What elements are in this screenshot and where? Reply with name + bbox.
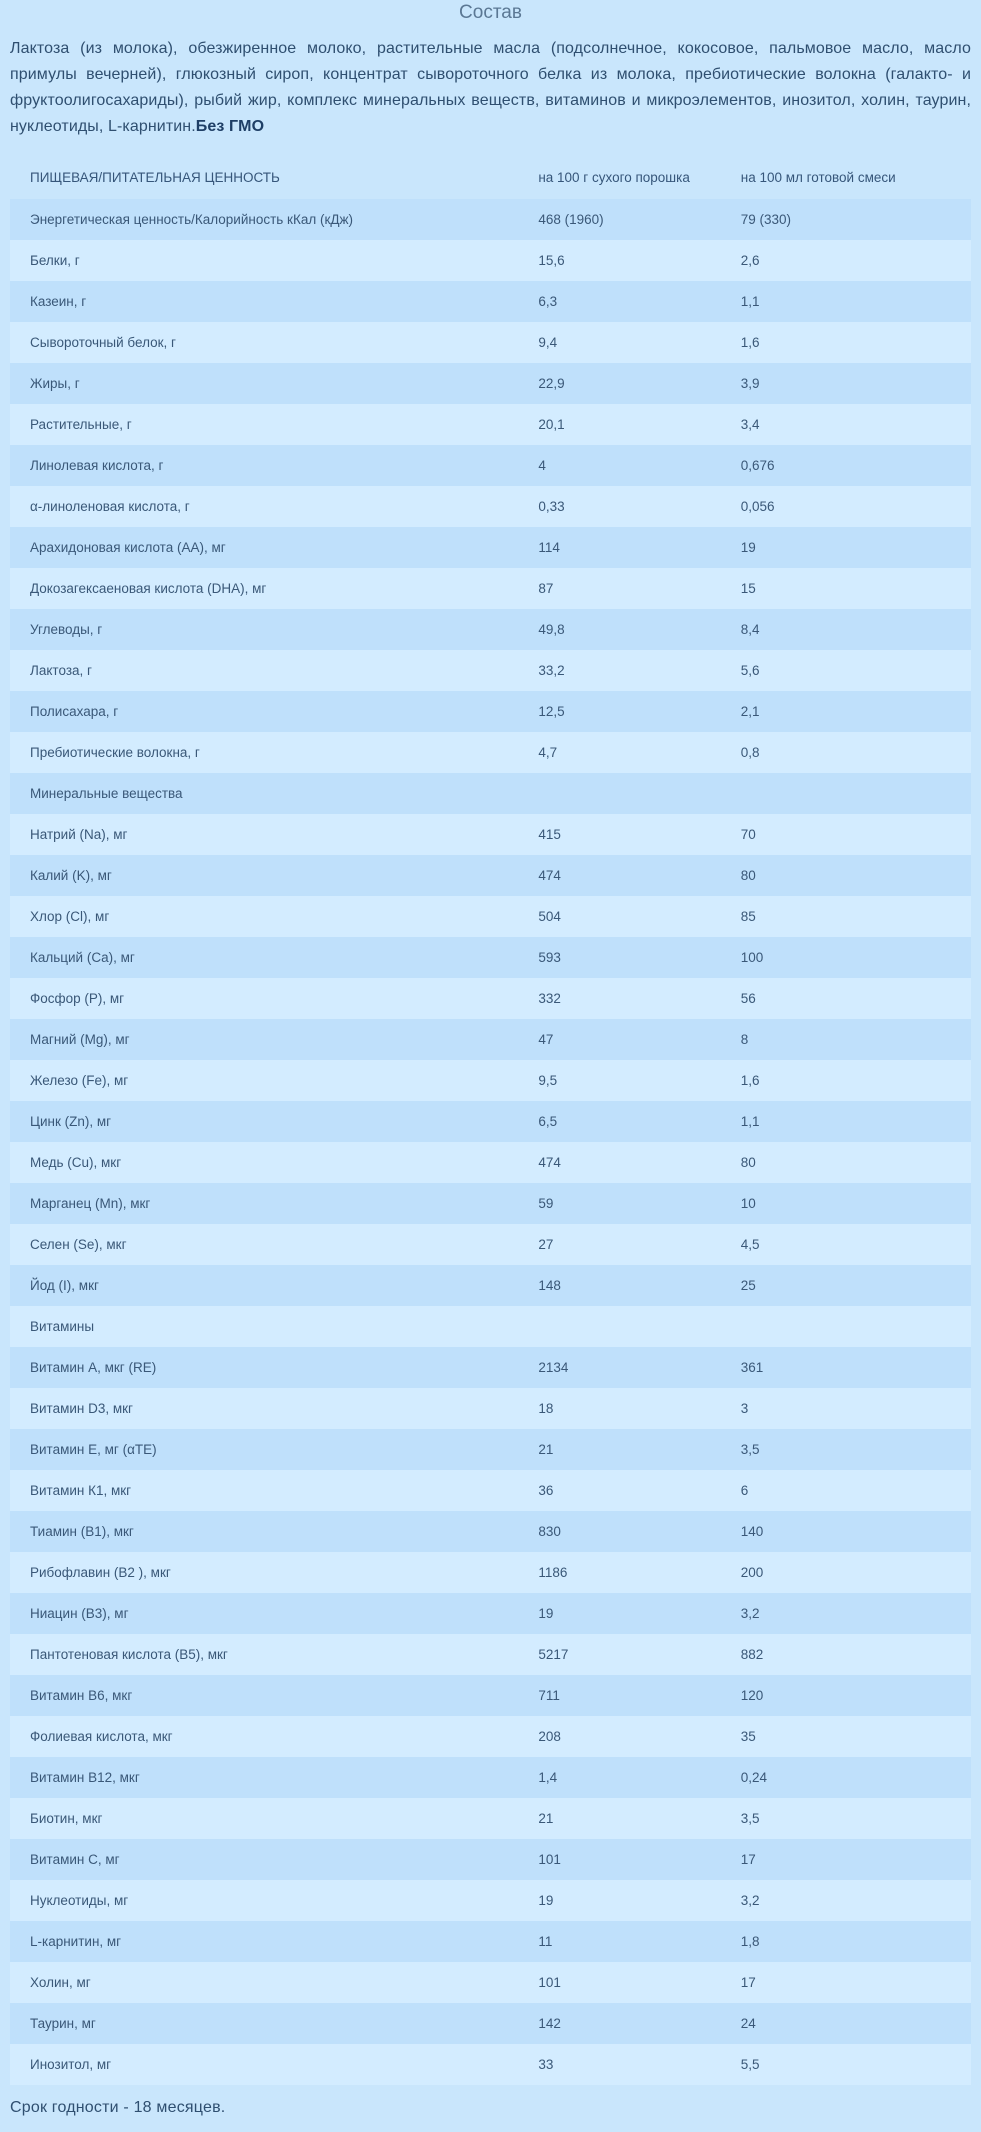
table-row: [10, 1839, 971, 1880]
cell-per-100ml-ready: 8,4: [740, 622, 760, 637]
table-row: [10, 1265, 971, 1306]
cell-per-100ml-ready: 3: [740, 1401, 749, 1416]
table-row: [10, 1675, 971, 1716]
cell-nutrient: Таурин, мг: [30, 2016, 96, 2031]
cell-nutrient: Витамин С, мг: [30, 1852, 120, 1867]
cell-per-100ml-ready: 56: [740, 991, 756, 1006]
section-title: Состав: [459, 2, 522, 23]
cell-nutrient: Фолиевая кислота, мкг: [30, 1729, 173, 1744]
cell-per-100g-powder: 1186: [538, 1565, 568, 1580]
cell-nutrient: Натрий (Na), мг: [30, 827, 128, 842]
composition-text: [10, 36, 971, 140]
cell-nutrient: Казеин, г: [30, 294, 87, 309]
cell-per-100ml-ready: 1,6: [740, 335, 760, 350]
cell-per-100g-powder: 2134: [538, 1360, 569, 1375]
cell-per-100ml-ready: 120: [740, 1688, 764, 1703]
cell-nutrient: Витамин А, мкг (RE): [30, 1360, 157, 1375]
table-row: [10, 732, 971, 773]
header-nutrient: ПИЩЕВАЯ/ПИТАТЕЛЬНАЯ ЦЕННОСТЬ: [30, 169, 280, 185]
cell-per-100ml-ready: 0,056: [740, 499, 775, 514]
cell-per-100ml-ready: 2,1: [740, 704, 760, 719]
table-row: [10, 1388, 971, 1429]
cell-per-100ml-ready: 0,24: [740, 1770, 768, 1785]
cell-nutrient: Калий (K), мг: [30, 868, 112, 883]
cell-nutrient: Витамин В6, мкг: [30, 1688, 133, 1703]
cell-per-100ml-ready: 882: [740, 1647, 764, 1662]
table-row: [10, 773, 971, 814]
cell-per-100g-powder: 504: [538, 909, 561, 924]
table-row: [10, 1511, 971, 1552]
cell-nutrient: Марганец (Mn), мкг: [30, 1196, 151, 1211]
cell-per-100g-powder: 474: [538, 868, 561, 883]
table-row: [10, 814, 971, 855]
cell-nutrient: Витамин Е, мг (αTE): [30, 1442, 157, 1457]
table-row: [10, 1593, 971, 1634]
shelf-life-text: Срок годности - 18 месяцев.: [10, 2099, 226, 2116]
table-row: [10, 1060, 971, 1101]
table-row: [10, 1962, 971, 2003]
table-row: [10, 1101, 971, 1142]
cell-nutrient: Хлор (Cl), мг: [30, 909, 110, 924]
cell-per-100g-powder: 593: [538, 950, 561, 965]
cell-per-100g-powder: 114: [538, 540, 560, 555]
table-row: [10, 978, 971, 1019]
cell-nutrient: Нуклеотиды, мг: [30, 1893, 129, 1908]
cell-per-100ml-ready: 17: [740, 1852, 756, 1867]
cell-nutrient: Растительные, г: [30, 417, 132, 432]
table-header-row: [10, 155, 971, 199]
cell-per-100ml-ready: 25: [740, 1278, 756, 1293]
cell-per-100g-powder: 15,6: [538, 253, 565, 268]
cell-nutrient: Линолевая кислота, г: [30, 458, 164, 473]
cell-per-100g-powder: 27: [538, 1237, 554, 1252]
cell-per-100g-powder: 33: [538, 2057, 554, 2072]
cell-per-100g-powder: 6,3: [538, 294, 558, 309]
cell-per-100ml-ready: 5,6: [740, 663, 760, 678]
cell-per-100ml-ready: 2,6: [740, 253, 760, 268]
table-row: [10, 199, 971, 240]
cell-nutrient: Витамин D3, мкг: [30, 1401, 133, 1416]
cell-per-100ml-ready: 8: [740, 1032, 749, 1047]
cell-nutrient: Докозагексаеновая кислота (DHA), мг: [30, 581, 267, 596]
cell-per-100ml-ready: 6: [740, 1483, 749, 1498]
table-row: [10, 1306, 971, 1347]
cell-per-100ml-ready: 15: [740, 581, 756, 596]
cell-per-100g-powder: 468 (1960): [538, 212, 604, 227]
cell-nutrient: Рибофлавин (В2 ), мкг: [30, 1565, 171, 1580]
table-row: [10, 1921, 971, 1962]
cell-nutrient: α-линоленовая кислота, г: [30, 499, 190, 514]
cell-per-100g-powder: 19: [538, 1606, 554, 1621]
cell-nutrient: Витамин К1, мкг: [30, 1483, 132, 1498]
table-row: [10, 1634, 971, 1675]
cell-per-100ml-ready: 140: [740, 1524, 764, 1539]
cell-per-100ml-ready: 1,1: [740, 1114, 760, 1129]
cell-nutrient: Энергетическая ценность/Калорийность кКал (кДж): [30, 212, 354, 227]
cell-nutrient: Ниацин (В3), мг: [30, 1606, 129, 1621]
cell-nutrient: Витамины: [30, 1319, 95, 1334]
cell-nutrient: Углеводы, г: [30, 622, 103, 637]
cell-per-100ml-ready: 4,5: [740, 1237, 760, 1252]
cell-nutrient: Цинк (Zn), мг: [30, 1114, 112, 1129]
cell-per-100ml-ready: 35: [740, 1729, 756, 1744]
composition-ingredients: Лактоза (из молока), обезжиренное молоко, растительные масла (подсолнечное, кокосовое, пальмовое масло, масло примулы вечерней), глюкозный сироп, концентрат сывороточного белка из молока, пребиотические волокна (галакто- и фруктоолигосахариды), рыбий жир, комплекс минеральных веществ, витаминов и микроэлементов, инозитол, холин, таурин, нуклеотиды, L-карнитин.: [10, 40, 971, 135]
cell-per-100g-powder: 415: [538, 827, 561, 842]
cell-per-100ml-ready: 80: [740, 1155, 756, 1170]
cell-per-100ml-ready: 361: [740, 1360, 764, 1375]
table-row: [10, 363, 971, 404]
cell-per-100ml-ready: [721, 1306, 971, 1347]
cell-per-100ml-ready: 3,2: [740, 1606, 760, 1621]
cell-per-100g-powder: 142: [538, 2016, 561, 2031]
table-row: [10, 1224, 971, 1265]
cell-nutrient: Йод (I), мкг: [30, 1278, 99, 1293]
cell-nutrient: Холин, мг: [30, 1975, 91, 1990]
cell-nutrient: Кальций (Ca), мг: [30, 950, 135, 965]
cell-nutrient: Инозитол, мг: [30, 2057, 112, 2072]
table-row: [10, 568, 971, 609]
cell-nutrient: Медь (Cu), мкг: [30, 1155, 122, 1170]
cell-per-100g-powder: 332: [538, 991, 561, 1006]
header-per-100ml-ready: на 100 мл готовой смеси: [740, 169, 896, 185]
table-row: [10, 1429, 971, 1470]
cell-per-100ml-ready: 70: [740, 827, 756, 842]
cell-per-100g-powder: 4: [538, 458, 546, 473]
cell-per-100ml-ready: 5,5: [740, 2057, 760, 2072]
table-row: [10, 1142, 971, 1183]
cell-nutrient: Белки, г: [30, 253, 80, 268]
cell-per-100ml-ready: 3,5: [740, 1811, 760, 1826]
cell-per-100ml-ready: 79 (330): [740, 212, 792, 227]
cell-per-100ml-ready: 3,4: [740, 417, 760, 432]
cell-per-100g-powder: 474: [538, 1155, 561, 1170]
cell-nutrient: L-карнитин, мг: [30, 1934, 122, 1949]
cell-nutrient: Магний (Mg), мг: [30, 1032, 130, 1047]
cell-per-100ml-ready: 19: [740, 540, 756, 555]
cell-per-100g-powder: [518, 1306, 720, 1347]
table-row: [10, 281, 971, 322]
cell-per-100g-powder: 33,2: [538, 663, 565, 678]
cell-per-100g-powder: 11: [538, 1934, 553, 1949]
table-row: [10, 2003, 971, 2044]
gmo-free-label: Без ГМО: [195, 118, 265, 135]
cell-per-100g-powder: 6,5: [538, 1114, 558, 1129]
cell-nutrient: Пребиотические волокна, г: [30, 745, 200, 760]
cell-nutrient: Жиры, г: [30, 376, 80, 391]
nutrition-table-body: [10, 199, 971, 2085]
cell-per-100g-powder: 9,4: [538, 335, 558, 350]
table-row: [10, 937, 971, 978]
cell-per-100g-powder: 5217: [538, 1647, 569, 1662]
cell-per-100g-powder: 36: [538, 1483, 554, 1498]
table-row: [10, 855, 971, 896]
cell-per-100ml-ready: 3,5: [740, 1442, 760, 1457]
cell-nutrient: Железо (Fe), мг: [30, 1073, 129, 1088]
cell-nutrient: Сывороточный белок, г: [30, 335, 176, 350]
table-row: [10, 1757, 971, 1798]
cell-nutrient: Арахидоновая кислота (АА), мг: [30, 540, 226, 555]
cell-per-100ml-ready: 85: [740, 909, 756, 924]
cell-per-100g-powder: 0,33: [538, 499, 565, 514]
table-row: [10, 896, 971, 937]
cell-per-100ml-ready: 0,676: [740, 458, 775, 473]
cell-per-100g-powder: 19: [538, 1893, 554, 1908]
cell-per-100ml-ready: 1,6: [740, 1073, 760, 1088]
cell-per-100g-powder: [518, 773, 720, 814]
table-row: [10, 1552, 971, 1593]
cell-nutrient: Селен (Se), мкг: [30, 1237, 127, 1252]
cell-nutrient: Пантотеновая кислота (В5), мкг: [30, 1647, 228, 1662]
cell-per-100ml-ready: 80: [740, 868, 756, 883]
table-row: [10, 1798, 971, 1839]
cell-per-100g-powder: 101: [538, 1975, 561, 1990]
cell-per-100ml-ready: 200: [740, 1565, 764, 1580]
cell-per-100g-powder: 101: [538, 1852, 561, 1867]
table-row: [10, 1880, 971, 1921]
cell-per-100ml-ready: [721, 773, 971, 814]
cell-nutrient: Витамин В12, мкг: [30, 1770, 140, 1785]
cell-per-100g-powder: 9,5: [538, 1073, 558, 1088]
cell-per-100g-powder: 21: [538, 1811, 554, 1826]
cell-per-100g-powder: 208: [538, 1729, 561, 1744]
cell-per-100g-powder: 148: [538, 1278, 561, 1293]
table-row: [10, 2044, 971, 2085]
cell-per-100g-powder: 18: [538, 1401, 554, 1416]
table-row: [10, 650, 971, 691]
cell-nutrient: Полисахара, г: [30, 704, 119, 719]
cell-per-100g-powder: 711: [538, 1688, 560, 1703]
cell-per-100g-powder: 47: [538, 1032, 554, 1047]
table-row: [10, 404, 971, 445]
table-row: [10, 691, 971, 732]
cell-per-100ml-ready: 3,2: [740, 1893, 760, 1908]
cell-per-100g-powder: 12,5: [538, 704, 565, 719]
header-per-100g-powder: на 100 г сухого порошка: [538, 169, 690, 185]
table-row: [10, 1347, 971, 1388]
table-row: [10, 486, 971, 527]
cell-per-100g-powder: 830: [538, 1524, 561, 1539]
table-row: [10, 1470, 971, 1511]
cell-nutrient: Фосфор (P), мг: [30, 991, 125, 1006]
cell-nutrient: Минеральные вещества: [30, 786, 183, 801]
table-row: [10, 240, 971, 281]
nutrition-table: [10, 155, 971, 2085]
table-row: [10, 1019, 971, 1060]
cell-per-100g-powder: 20,1: [538, 417, 565, 432]
cell-per-100g-powder: 21: [538, 1442, 554, 1457]
cell-per-100ml-ready: 1,1: [740, 294, 760, 309]
table-row: [10, 609, 971, 650]
cell-per-100g-powder: 49,8: [538, 622, 565, 637]
cell-per-100ml-ready: 100: [740, 950, 764, 965]
cell-nutrient: Тиамин (В1), мкг: [30, 1524, 134, 1539]
cell-per-100g-powder: 59: [538, 1196, 554, 1211]
table-row: [10, 445, 971, 486]
cell-nutrient: Лактоза, г: [30, 663, 92, 678]
cell-per-100ml-ready: 24: [740, 2016, 756, 2031]
cell-per-100g-powder: 87: [538, 581, 554, 596]
table-row: [10, 527, 971, 568]
cell-per-100ml-ready: 0,8: [740, 745, 760, 760]
table-row: [10, 1716, 971, 1757]
cell-per-100g-powder: 1,4: [538, 1770, 558, 1785]
cell-per-100g-powder: 22,9: [538, 376, 565, 391]
cell-per-100ml-ready: 1,8: [740, 1934, 760, 1949]
cell-per-100ml-ready: 17: [740, 1975, 756, 1990]
table-row: [10, 322, 971, 363]
cell-per-100g-powder: 4,7: [538, 745, 558, 760]
cell-per-100ml-ready: 3,9: [740, 376, 760, 391]
cell-nutrient: Биотин, мкг: [30, 1811, 103, 1826]
cell-per-100ml-ready: 10: [740, 1196, 756, 1211]
table-row: [10, 1183, 971, 1224]
